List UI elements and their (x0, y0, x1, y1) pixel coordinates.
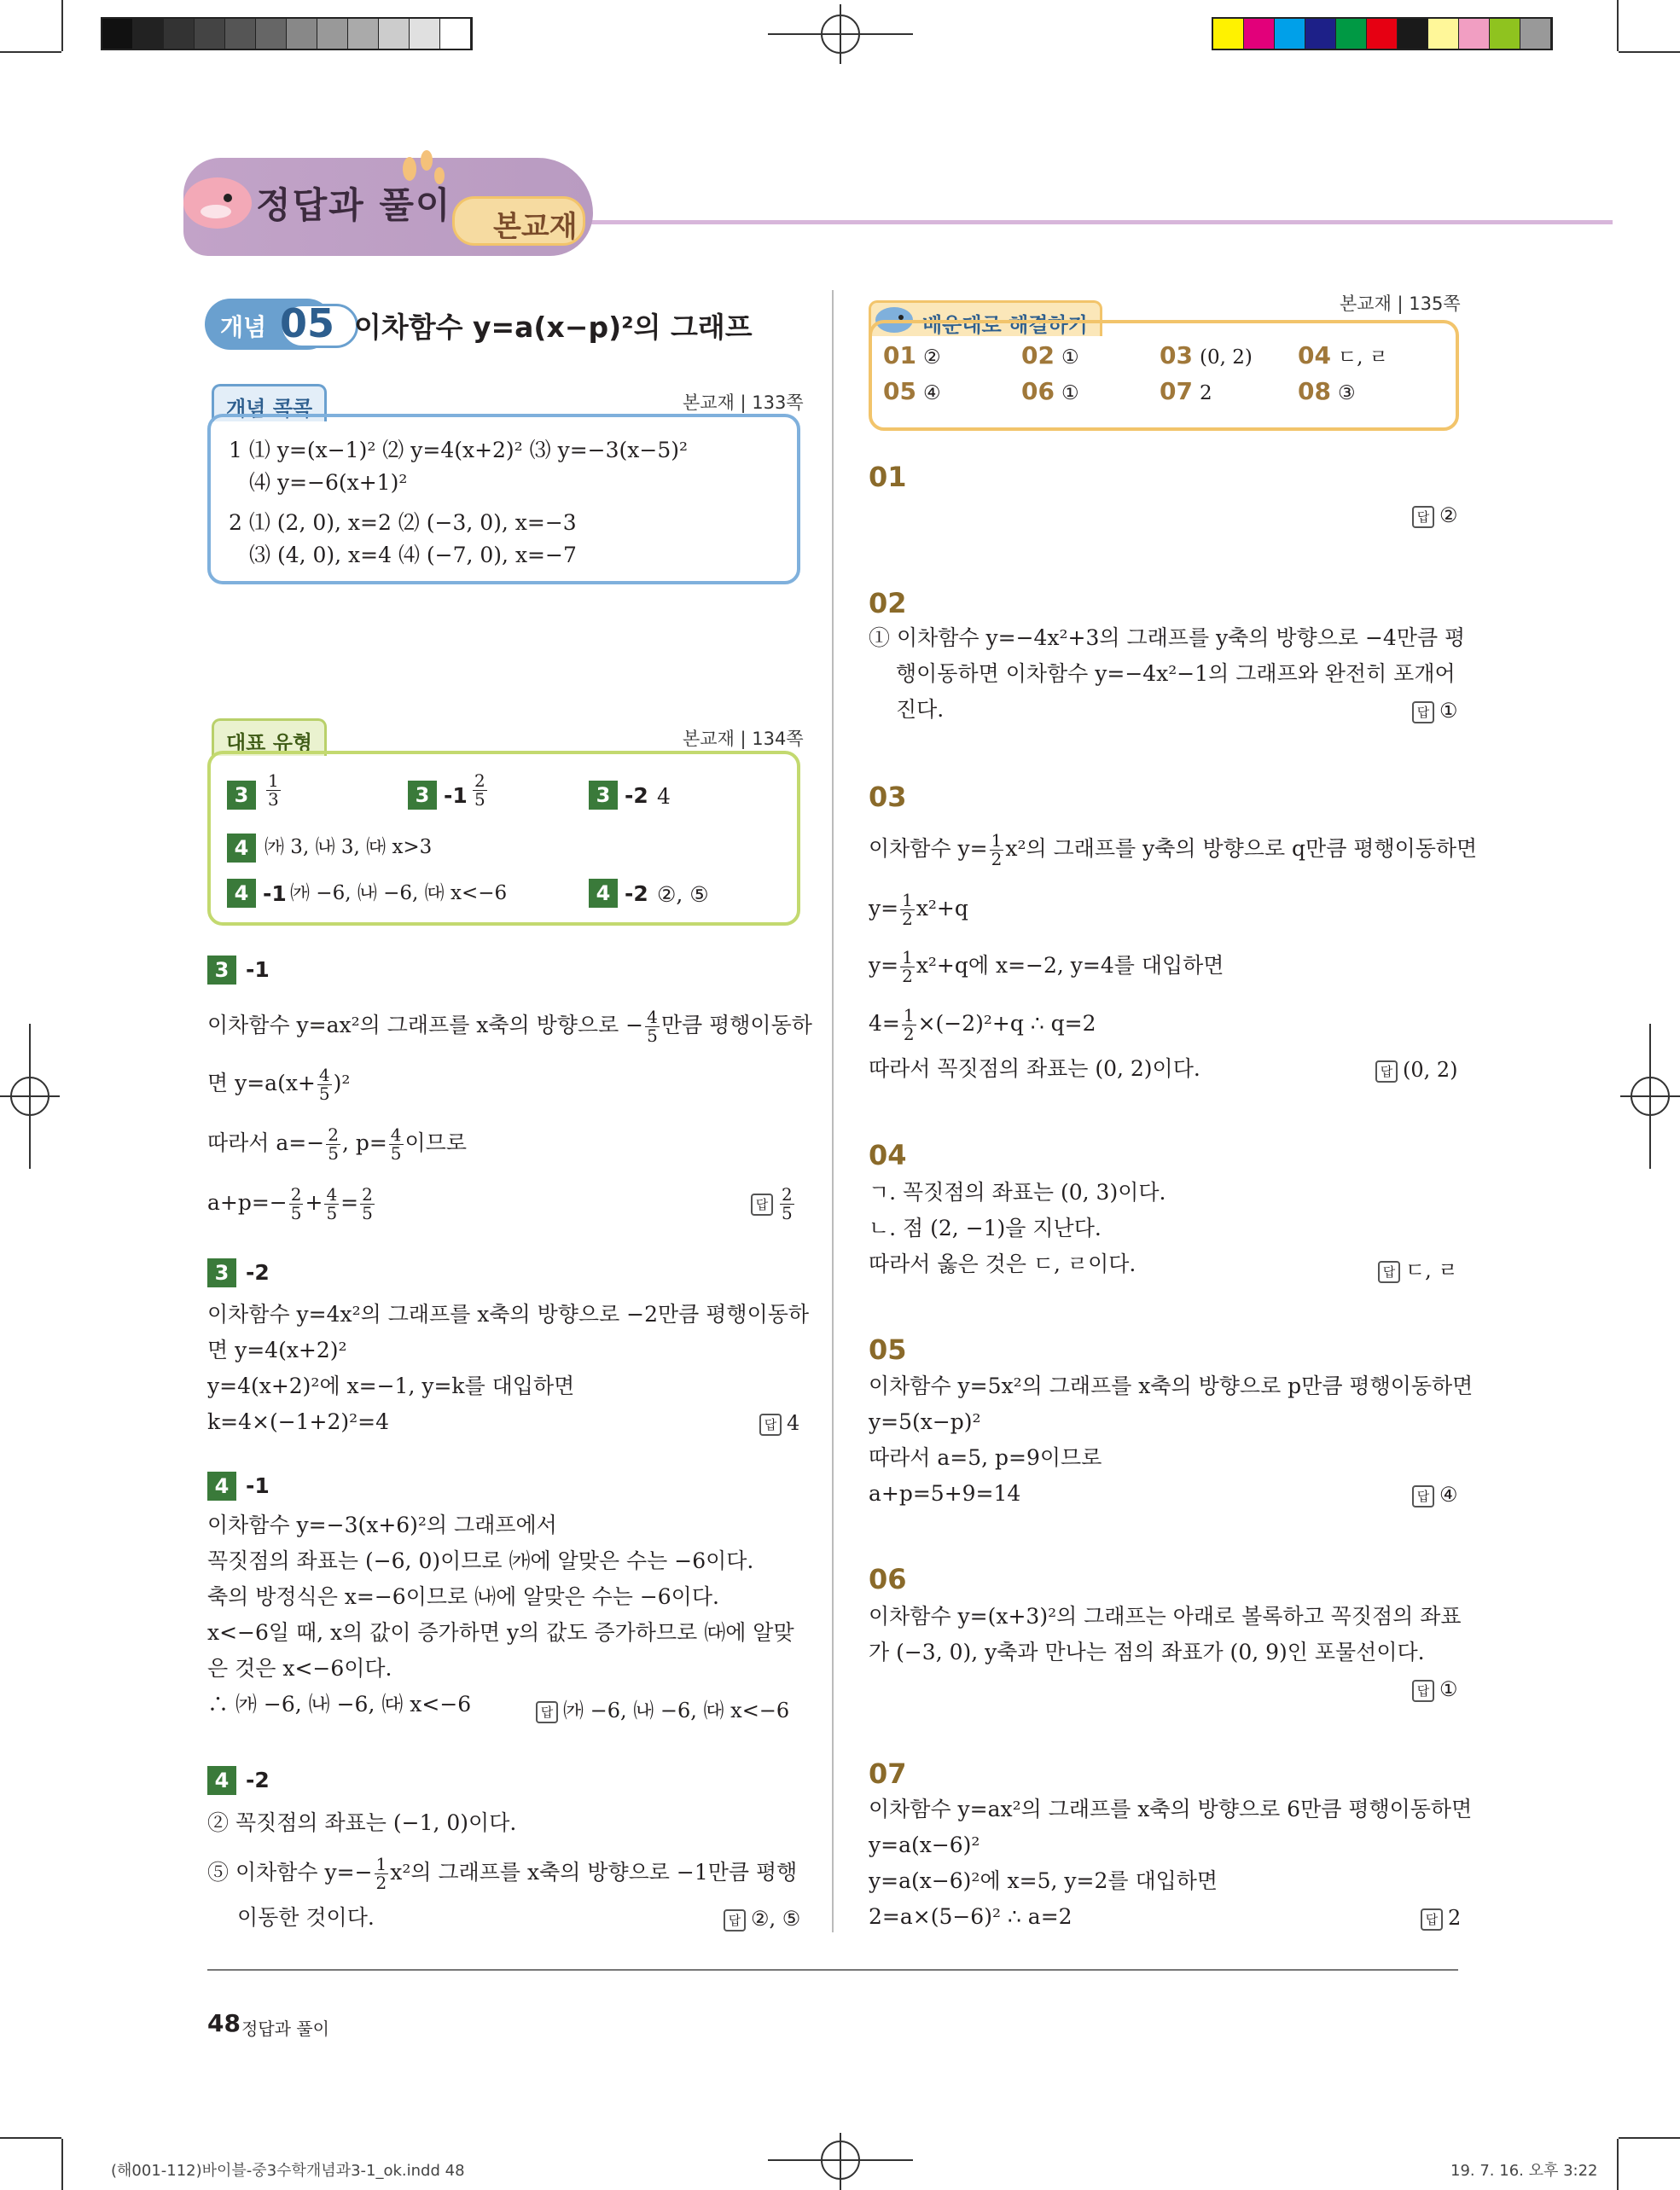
solution-number: 3 (207, 956, 236, 985)
text-part: 면 y=a(x+ (207, 1071, 316, 1095)
gray-swatch (102, 19, 133, 49)
type-answer: ㈎ −6, ㈏ −6, ㈐ x<−6 (290, 882, 508, 904)
frac-num: 4 (326, 1184, 338, 1205)
quick-answer-number: 01 (883, 341, 916, 369)
frac-den: 5 (326, 1203, 338, 1223)
answer-icon: 답 (1412, 506, 1434, 528)
concept-badge-label: 개념 (220, 313, 267, 341)
gray-swatch (440, 19, 471, 49)
print-date: 19. 7. 16. 오후 3:22 (1450, 2162, 1598, 2180)
text-part: y= (869, 953, 899, 978)
solution-line: ㄴ. 점 (2, −1)을 지난다. (869, 1216, 1102, 1240)
solution-line (207, 1008, 812, 1045)
registration-mark-right (1620, 1024, 1680, 1169)
type-sub: -1 (263, 881, 287, 906)
answer-value: (0, 2) (1403, 1058, 1458, 1082)
frac-den: 5 (328, 1143, 339, 1164)
color-swatch (1490, 19, 1520, 49)
quick-answer (1160, 377, 1212, 405)
quick-answer-number: 06 (1021, 377, 1055, 405)
frac-den: 5 (474, 789, 485, 810)
answer-value: ② (1439, 503, 1458, 527)
file-name: (해001-112)바이블-중3수학개념과3-1_ok.indd 48 (111, 2162, 465, 2180)
solution-line: 이차함수 y=−3(x+6)²의 그래프에서 (207, 1513, 557, 1537)
gray-swatch (164, 19, 195, 49)
quick-answer-value: (0, 2) (1199, 346, 1253, 369)
box1-line: ⑷ y=−6(x+1)² (249, 470, 408, 495)
answer-value: ① (1439, 699, 1458, 723)
text-part: a+p=− (207, 1190, 288, 1215)
solution-line: 면 y=4(x+2)² (207, 1338, 347, 1362)
gray-swatch (287, 19, 317, 49)
solution-line: y=a(x−6)² (869, 1833, 980, 1857)
solution-line: 꼭짓점의 좌표는 (−6, 0)이므로 ㈎에 알맞은 수는 −6이다. (207, 1548, 754, 1573)
whale-icon (175, 162, 260, 239)
answer-mark (1378, 1253, 1458, 1283)
gray-swatch (317, 19, 348, 49)
solution-sub: -1 (246, 957, 270, 982)
quick-answer (883, 341, 941, 369)
answer-mark (751, 1186, 796, 1223)
solution-line: 행이동하면 이차함수 y=−4x²−1의 그래프와 완전히 포개어 (896, 661, 1456, 686)
text-part: 이므로 (404, 1130, 467, 1155)
frac-num: 4 (390, 1124, 402, 1145)
answer-icon: 답 (1412, 1485, 1434, 1507)
quick-answer-value: ㄷ, ㄹ (1337, 346, 1389, 369)
solution-line: ㄱ. 꼭짓점의 좌표는 (0, 3)이다. (869, 1180, 1166, 1205)
frac-num: 1 (902, 947, 913, 967)
answer-icon: 답 (1412, 1680, 1434, 1702)
frac-den: 2 (902, 909, 913, 929)
concept-title: 이차함수 y=a(x−p)²의 그래프 (354, 311, 753, 344)
text-part: y= (869, 896, 899, 921)
answer-icon: 답 (1375, 1060, 1398, 1083)
quick-answer-value: ④ (922, 382, 941, 404)
solution-line: 은 것은 x<−6이다. (207, 1656, 392, 1681)
text-part: x²+q에 x=−2, y=4를 대입하면 (916, 953, 1224, 978)
text-part: ×(−2)²+q ∴ q=2 (917, 1011, 1096, 1036)
frac-den: 2 (375, 1873, 387, 1893)
solution-line: x<−6일 때, x의 값이 증가하면 y의 값도 증가하므로 ㈐에 알맞 (207, 1620, 794, 1645)
solution-sub: -2 (246, 1260, 270, 1285)
frac-den: 5 (362, 1203, 373, 1223)
type-number: 4 (589, 879, 618, 908)
solution-line: ∴ ㈎ −6, ㈏ −6, ㈐ x<−6 (207, 1692, 472, 1717)
grayscale-bar (101, 17, 473, 50)
concept-number: 05 (280, 300, 335, 346)
solution-line: 축의 방정식은 x=−6이므로 ㈏에 알맞은 수는 −6이다. (207, 1584, 719, 1609)
solution-line (207, 1856, 797, 1892)
color-swatch (1275, 19, 1305, 49)
question-number: 04 (869, 1139, 907, 1171)
answer-icon: 답 (1378, 1261, 1400, 1283)
answer-mark (1412, 699, 1458, 723)
solution-line: k=4×(−1+2)²=4 (207, 1409, 390, 1434)
frac-num: 1 (902, 890, 913, 910)
answer-value: ④ (1439, 1483, 1458, 1507)
color-swatch (1367, 19, 1398, 49)
text-part: 이차함수 y= (869, 836, 988, 861)
color-swatch (1520, 19, 1551, 49)
question-number: 05 (869, 1333, 907, 1366)
answer-value: 2 (1448, 1906, 1462, 1930)
quick-answer (1298, 341, 1388, 369)
text-part: x²의 그래프를 x축의 방향으로 −1만큼 평행 (390, 1860, 798, 1885)
solution-sub: -1 (246, 1473, 270, 1498)
process-color-bar (1212, 17, 1553, 50)
question-number: 06 (869, 1563, 907, 1595)
quick-answer-value: ① (1061, 382, 1079, 404)
solution-line: 이차함수 y=(x+3)²의 그래프는 아래로 볼록하고 꼭짓점의 좌표 (869, 1604, 1462, 1629)
solution-sub: -2 (246, 1768, 270, 1792)
solution-line: 진다. (896, 697, 945, 722)
answer-value: ㄷ, ㄹ (1405, 1258, 1458, 1282)
registration-mark-left (0, 1024, 60, 1169)
registration-mark-top (768, 4, 913, 64)
quick-answer-number: 03 (1160, 341, 1193, 369)
solution-line: 가 (−3, 0), y축과 만나는 점의 좌표가 (0, 9)인 포물선이다. (869, 1640, 1425, 1664)
color-swatch (1398, 19, 1428, 49)
solution-line: y=4(x+2)²에 x=−1, y=k를 대입하면 (207, 1374, 575, 1398)
frac-num: 2 (782, 1184, 793, 1205)
solution-number: 4 (207, 1472, 236, 1501)
text-part: 만큼 평행이동하 (660, 1013, 812, 1037)
color-swatch (1428, 19, 1459, 49)
type-number: 3 (227, 781, 256, 810)
answer-mark (1412, 1677, 1458, 1702)
quick-answer (883, 377, 941, 405)
answer-mark (759, 1411, 799, 1436)
frac-num: 2 (362, 1184, 373, 1205)
solution-line: a+p=5+9=14 (869, 1481, 1021, 1506)
frac-num: 1 (903, 1005, 915, 1025)
type-sub: -2 (625, 783, 648, 808)
box1-tag: 개념 콕콕 (212, 384, 327, 421)
frac-den: 2 (903, 1024, 915, 1044)
type-answer (471, 772, 489, 809)
quick-answer (1021, 341, 1079, 369)
question-number: 01 (869, 461, 907, 493)
text-part: )² (333, 1071, 351, 1095)
question-number: 02 (869, 587, 907, 619)
type-answer: ②, ⑤ (657, 882, 709, 907)
answer-icon: 답 (536, 1701, 558, 1723)
header-rule (580, 220, 1613, 224)
solution-line: 2=a×(5−6)² ∴ a=2 (869, 1904, 1073, 1929)
solution-line: 따라서 a=5, p=9이므로 (869, 1445, 1102, 1470)
box1-line: 2 ⑴ (2, 0), x=2 ⑵ (−3, 0), x=−3 (229, 510, 577, 535)
text-part: 4= (869, 1011, 900, 1036)
type-number: 3 (408, 781, 437, 810)
answer-mark (536, 1693, 789, 1723)
solution-line: 따라서 꼭짓점의 좌표는 (0, 2)이다. (869, 1056, 1200, 1081)
gray-swatch (133, 19, 164, 49)
solution-line: 이차함수 y=4x²의 그래프를 x축의 방향으로 −2만큼 평행이동하 (207, 1302, 810, 1327)
box1-ref: 본교재 | 133쪽 (683, 392, 804, 413)
type-sub: -2 (625, 881, 648, 906)
frac-den: 2 (902, 966, 913, 986)
answer-mark (1412, 1483, 1458, 1507)
quick-answer-number: 08 (1298, 377, 1331, 405)
solution-line (869, 949, 1224, 985)
solution-line: 이차함수 y=5x²의 그래프를 x축의 방향으로 p만큼 평행이동하면 (869, 1374, 1474, 1398)
quick-answer-number: 05 (883, 377, 916, 405)
color-swatch (1459, 19, 1490, 49)
box3-tag: 배운대로 해결하기 (869, 300, 1102, 336)
type-number: 4 (227, 834, 256, 863)
text-part: x²+q (916, 896, 968, 921)
gray-swatch (225, 19, 256, 49)
answer-mark (1375, 1058, 1458, 1083)
answer-value: ① (1439, 1677, 1458, 1701)
text-part: x²의 그래프를 y축의 방향으로 q만큼 평행이동하면 (1005, 836, 1478, 861)
quick-answer-box (869, 320, 1459, 431)
solution-line (869, 832, 1477, 868)
solution-line: a+p=− $\frac{2}{5}$ + $\frac{4}{5}$ = $\frac{2}{5}$ (207, 1184, 373, 1223)
color-swatch (1213, 19, 1244, 49)
gray-swatch (256, 19, 287, 49)
frac-den: 5 (390, 1143, 402, 1164)
answer-value: ②, ⑤ (751, 1907, 801, 1931)
quick-answer-number: 07 (1160, 377, 1193, 405)
frac-num: 1 (991, 830, 1003, 851)
text-part: 따라서 a=− (207, 1130, 325, 1155)
section-tab-label: 본교재 (493, 210, 578, 244)
frac-num: 2 (328, 1124, 339, 1145)
quick-answer-value: ① (1061, 346, 1079, 369)
registration-mark-bottom (768, 2133, 913, 2190)
box2-tag: 대표 유형 (212, 718, 327, 756)
answer-mark (1421, 1906, 1461, 1931)
frac-num: 4 (647, 1007, 658, 1027)
solution-number: 3 (207, 1258, 236, 1287)
answer-value: ㈎ −6, ㈏ −6, ㈐ x<−6 (563, 1699, 790, 1722)
text-part: , p= (341, 1130, 387, 1155)
frac-den: 5 (647, 1025, 658, 1046)
solution-line (869, 892, 968, 928)
column-divider (832, 290, 834, 1932)
gray-swatch (195, 19, 225, 49)
solution-line: ② 꼭짓점의 좌표는 (−1, 0)이다. (207, 1810, 517, 1835)
solution-line: ① 이차함수 y=−4x²+3의 그래프를 y축의 방향으로 −4만큼 평 (869, 625, 1466, 650)
color-swatch (1336, 19, 1367, 49)
color-swatch (1305, 19, 1336, 49)
answer-icon: 답 (1421, 1908, 1443, 1931)
frac-den: 2 (991, 849, 1003, 869)
type-answer: ㈎ 3, ㈏ 3, ㈐ x>3 (264, 836, 433, 858)
solution-number: 4 (207, 1766, 236, 1795)
frac-num: 2 (474, 770, 485, 791)
type-sub: -1 (444, 783, 468, 808)
frac-den: 5 (290, 1203, 302, 1223)
frac-num: 1 (375, 1854, 387, 1874)
gray-swatch (410, 19, 440, 49)
quick-answer-value: 2 (1199, 382, 1212, 404)
quick-answer (1298, 377, 1356, 405)
solution-line (207, 1066, 350, 1103)
quick-answer-value: ③ (1337, 382, 1356, 404)
quick-answer-value: ② (922, 346, 941, 369)
frac-den: 3 (268, 789, 279, 810)
frac-num: 4 (318, 1065, 330, 1085)
color-swatch (1244, 19, 1275, 49)
page-number: 48 (207, 2009, 241, 2037)
page-title: 정답과 풀이 (256, 184, 452, 226)
box1-line: ⑶ (4, 0), x=4 ⑷ (−7, 0), x=−7 (249, 543, 577, 567)
solution-line: y=5(x−p)² (869, 1409, 981, 1434)
question-number: 03 (869, 781, 907, 813)
frac-den: 5 (318, 1083, 330, 1104)
box3-ref: 본교재 | 135쪽 (1340, 293, 1461, 314)
solution-line: y=a(x−6)²에 x=5, y=2를 대입하면 (869, 1868, 1218, 1893)
solution-line: 이동한 것이다. (237, 1905, 375, 1930)
frac-num: 1 (268, 770, 279, 791)
type-answer (264, 772, 282, 809)
solution-line: 이차함수 y=ax²의 그래프를 x축의 방향으로 6만큼 평행이동하면 (869, 1797, 1473, 1821)
type-number: 3 (589, 781, 618, 810)
gray-swatch (379, 19, 410, 49)
answer-value: 4 (787, 1411, 800, 1435)
footer-label: 정답과 풀이 (241, 2019, 329, 2039)
answer-icon: 답 (759, 1414, 782, 1436)
type-number: 4 (227, 879, 256, 908)
answer-mark (1412, 503, 1458, 528)
solution-line (207, 1126, 467, 1163)
text-part: ⑤ 이차함수 y=− (207, 1860, 373, 1885)
frac-den: 5 (782, 1203, 793, 1223)
answer-mark (724, 1907, 800, 1931)
answer-icon: 답 (1412, 701, 1434, 723)
quick-answer-number: 04 (1298, 341, 1331, 369)
quick-answer (1160, 341, 1253, 369)
gray-swatch (348, 19, 379, 49)
answer-icon: 답 (724, 1909, 746, 1931)
solution-line: 따라서 옳은 것은 ㄷ, ㄹ이다. (869, 1252, 1136, 1276)
type-answer: 4 (657, 784, 671, 809)
text-part: 이차함수 y=ax²의 그래프를 x축의 방향으로 − (207, 1013, 644, 1037)
quick-answer-number: 02 (1021, 341, 1055, 369)
box2-ref: 본교재 | 134쪽 (683, 729, 804, 749)
question-number: 07 (869, 1757, 907, 1790)
box1-line: 1 ⑴ y=(x−1)² ⑵ y=4(x+2)² ⑶ y=−3(x−5)² (229, 438, 689, 462)
solution-line (869, 1007, 1096, 1043)
frac-num: 2 (290, 1184, 302, 1205)
answer-icon: 답 (751, 1194, 773, 1216)
footer-rule (207, 1969, 1458, 1971)
quick-answer (1021, 377, 1079, 405)
